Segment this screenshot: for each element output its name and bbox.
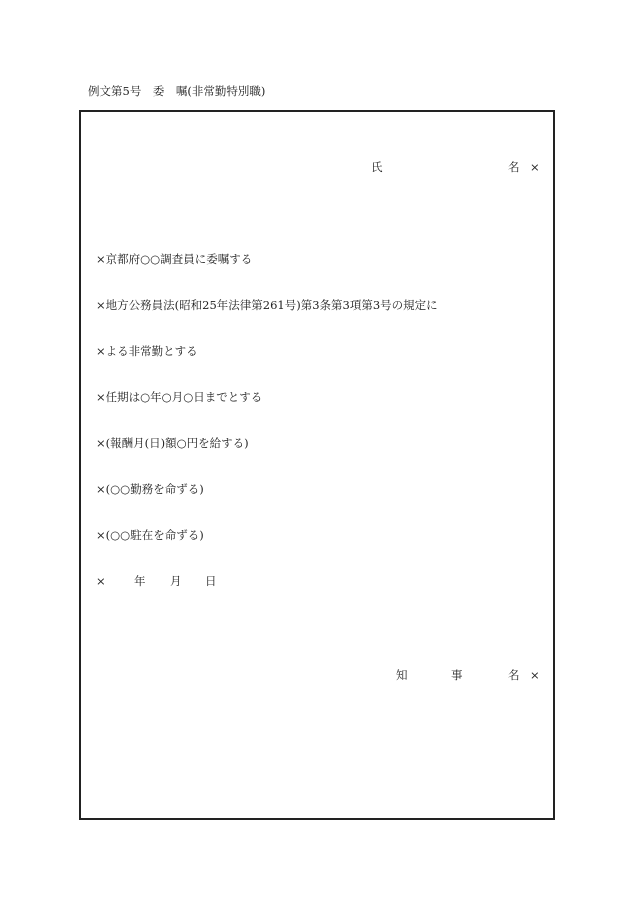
date-year: 年 (134, 574, 146, 588)
date-day: 日 (205, 574, 217, 588)
date-month: 月 (170, 574, 182, 588)
governor-label-mei: 名 (508, 668, 520, 682)
governor-label-ji: 事 (451, 668, 463, 682)
body-line-legal-basis: ×地方公務員法(昭和25年法律第261号)第3条第3項第3号の規定に (96, 298, 438, 312)
document-frame (79, 110, 555, 820)
governor-placeholder-mark: × (530, 668, 540, 682)
body-line-part-time: ×よる非常勤とする (96, 344, 198, 358)
example-label: 例文第5号 (88, 84, 142, 98)
document-title: 委 嘱(非常勤特別職) (152, 84, 266, 98)
name-placeholder-mark: × (530, 160, 540, 174)
body-line-appointment: ×京都府○○調査員に委嘱する (96, 252, 253, 266)
body-line-term: ×任期は○年○月○日までとする (96, 390, 263, 404)
document-caption (88, 86, 265, 98)
date-mark: × (96, 574, 106, 588)
name-label-shi: 氏 (371, 160, 383, 174)
body-line-station: ×(○○駐在を命ずる) (96, 528, 204, 542)
governor-label-chi: 知 (396, 668, 408, 682)
name-label-mei: 名 (508, 160, 520, 174)
body-line-duty: ×(○○勤務を命ずる) (96, 482, 204, 496)
body-line-salary: ×(報酬月(日)額○円を給する) (96, 436, 249, 450)
